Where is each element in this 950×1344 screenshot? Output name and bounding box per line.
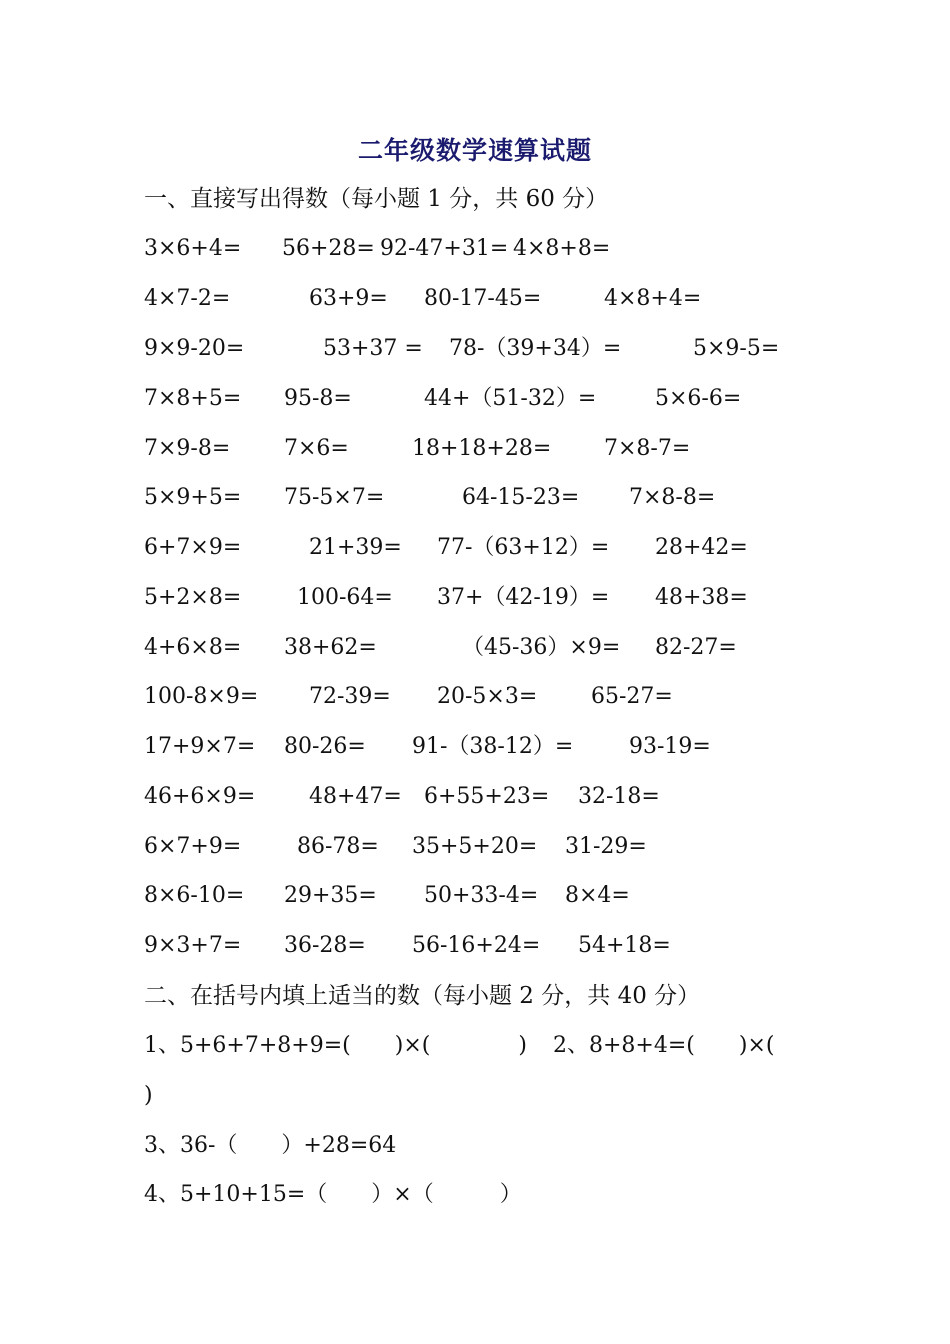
fill-blank-question-3: 3、36-（ ）+28=64 xyxy=(144,1133,397,1158)
arithmetic-problem: 7×8-8= xyxy=(629,485,716,510)
arithmetic-problem: 100-8×9= xyxy=(144,684,259,709)
arithmetic-problem: 53+37 = xyxy=(323,336,423,361)
arithmetic-problem: 6+7×9= xyxy=(144,535,242,560)
arithmetic-problem: 6+55+23= xyxy=(424,784,550,809)
arithmetic-problem: 9×3+7= xyxy=(144,933,242,958)
arithmetic-problem: 7×6= xyxy=(284,436,349,461)
arithmetic-problem: 65-27= xyxy=(591,684,673,709)
page-title: 二年级数学速算试题 xyxy=(357,136,592,165)
arithmetic-problem: 32-18= xyxy=(578,784,660,809)
arithmetic-problem: 4+6×8= xyxy=(144,635,242,660)
arithmetic-problem: 9×9-20= xyxy=(144,336,245,361)
arithmetic-problem: 29+35= xyxy=(284,883,377,908)
arithmetic-problem: 92-47+31= xyxy=(380,236,509,261)
arithmetic-problem: 7×8-7= xyxy=(604,436,691,461)
arithmetic-problem: 5×9-5= xyxy=(693,336,780,361)
arithmetic-problem: 80-17-45= xyxy=(424,286,542,311)
arithmetic-problem: 80-26= xyxy=(284,734,366,759)
arithmetic-problem: 75-5×7= xyxy=(284,485,385,510)
arithmetic-problem: 31-29= xyxy=(565,834,647,859)
arithmetic-problem: 3×6+4= xyxy=(144,236,242,261)
arithmetic-problem: 50+33-4= xyxy=(424,883,539,908)
arithmetic-problem: 44+（51-32）= xyxy=(424,386,597,411)
arithmetic-problem: 7×8+5= xyxy=(144,386,242,411)
fill-blank-question-2: 2、8+8+4=( )×( xyxy=(553,1033,775,1058)
arithmetic-problem: 64-15-23= xyxy=(462,485,580,510)
arithmetic-problem: 48+38= xyxy=(655,585,748,610)
arithmetic-problem: 91-（38-12）= xyxy=(412,734,574,759)
section-1-heading: 一、直接写出得数（每小题 1 分，共 60 分） xyxy=(144,186,609,212)
arithmetic-problem: 21+39= xyxy=(309,535,402,560)
section-2-heading: 二、在括号内填上适当的数（每小题 2 分，共 40 分） xyxy=(144,983,701,1009)
arithmetic-problem: 93-19= xyxy=(629,734,711,759)
arithmetic-problem: 77-（63+12）= xyxy=(437,535,610,560)
arithmetic-problem: 46+6×9= xyxy=(144,784,256,809)
fill-blank-question-2-continued: ) xyxy=(144,1083,153,1108)
arithmetic-problem: 35+5+20= xyxy=(412,834,538,859)
arithmetic-problem: 17+9×7= xyxy=(144,734,256,759)
fill-blank-question-1: 1、5+6+7+8+9=( )×( ) xyxy=(144,1033,527,1058)
arithmetic-problem: 20-5×3= xyxy=(437,684,538,709)
arithmetic-problem: 5×9+5= xyxy=(144,485,242,510)
arithmetic-problem: 7×9-8= xyxy=(144,436,231,461)
arithmetic-problem: 4×8+4= xyxy=(604,286,702,311)
arithmetic-problem: 86-78= xyxy=(297,834,379,859)
arithmetic-problem: （45-36）×9= xyxy=(462,635,621,660)
arithmetic-problem: 56-16+24= xyxy=(412,933,541,958)
arithmetic-problem: 18+18+28= xyxy=(412,436,552,461)
arithmetic-problem: 4×8+8= xyxy=(513,236,611,261)
arithmetic-problem: 48+47= xyxy=(309,784,402,809)
arithmetic-problem: 100-64= xyxy=(297,585,393,610)
arithmetic-problem: 95-8= xyxy=(284,386,352,411)
arithmetic-problem: 37+（42-19）= xyxy=(437,585,610,610)
fill-blank-question-4: 4、5+10+15=（ ）×（ ） xyxy=(144,1182,522,1207)
arithmetic-problem: 5+2×8= xyxy=(144,585,242,610)
arithmetic-problem: 63+9= xyxy=(309,286,388,311)
arithmetic-problem: 6×7+9= xyxy=(144,834,242,859)
arithmetic-problem: 8×4= xyxy=(565,883,630,908)
arithmetic-problem: 82-27= xyxy=(655,635,737,660)
arithmetic-problem: 54+18= xyxy=(578,933,671,958)
arithmetic-problem: 36-28= xyxy=(284,933,366,958)
arithmetic-problem: 56+28= xyxy=(282,236,375,261)
arithmetic-problem: 38+62= xyxy=(284,635,377,660)
arithmetic-problem: 78-（39+34）= xyxy=(449,336,622,361)
arithmetic-problem: 8×6-10= xyxy=(144,883,245,908)
arithmetic-problem: 4×7-2= xyxy=(144,286,231,311)
arithmetic-problem: 5×6-6= xyxy=(655,386,742,411)
arithmetic-problem: 72-39= xyxy=(309,684,391,709)
arithmetic-problem: 28+42= xyxy=(655,535,748,560)
